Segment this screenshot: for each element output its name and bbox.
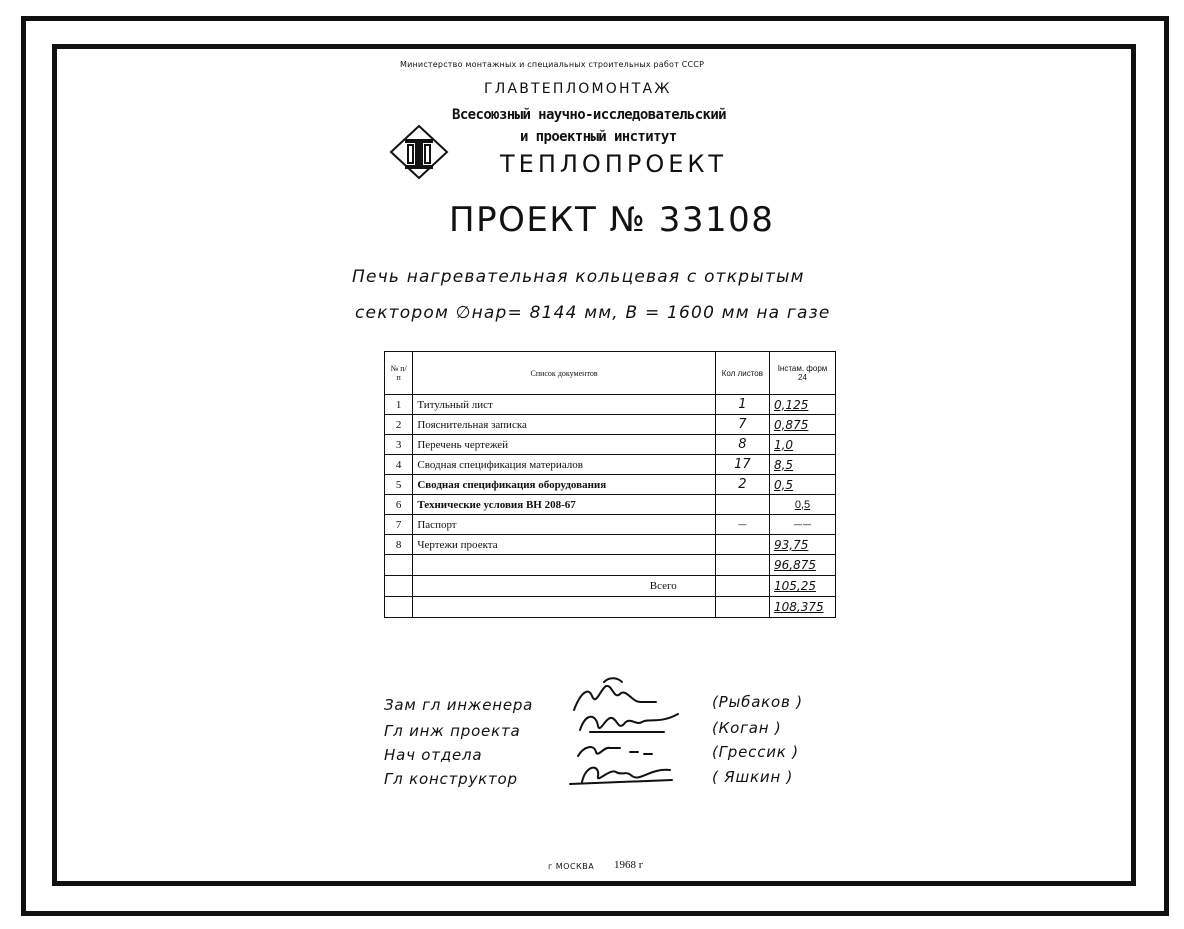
documents-table <box>384 351 836 618</box>
table-row <box>385 535 836 555</box>
row-count: 8 <box>715 435 769 455</box>
row-num: 8 <box>385 535 413 555</box>
row-num: 7 <box>385 515 413 535</box>
row-count <box>715 535 769 555</box>
row-name: Пояснительная записка <box>413 415 715 435</box>
row-num: 5 <box>385 475 413 495</box>
signatory-role: Нач отдела <box>384 746 483 764</box>
project-number: ПРОЕКТ № 33108 <box>449 200 775 240</box>
table-row <box>385 455 836 475</box>
row-sheets-corrected: 96,875 <box>769 555 835 576</box>
institute-name: ТЕПЛОПРОЕКТ <box>500 150 728 178</box>
row-name: Сводная спецификация материалов <box>413 455 715 475</box>
row-count: 2 <box>715 475 769 495</box>
row-sheets: —— <box>769 515 835 535</box>
table-row <box>385 576 836 597</box>
total-new-value: 108,375 <box>769 597 835 618</box>
row-name: Технические условия ВН 208-67 <box>413 495 715 515</box>
signatory-role: Зам гл инженера <box>384 696 534 714</box>
header-num: № п/п <box>385 352 413 395</box>
row-name: Чертежи проекта <box>413 535 715 555</box>
row-count: 7 <box>715 415 769 435</box>
total-label: Всего <box>413 576 715 597</box>
header-list: Список документов <box>413 352 715 395</box>
header-sheets: Iнстам. форм 24 <box>769 352 835 395</box>
handwritten-signatures-icon <box>560 672 690 792</box>
row-sheets: 1,0 <box>769 435 835 455</box>
table-row <box>385 555 836 576</box>
table-row <box>385 435 836 455</box>
table-row <box>385 515 836 535</box>
table-header-row <box>385 352 836 395</box>
project-title-line-2: сектором ∅нар= 8144 мм, В = 1600 мм на газе <box>355 303 831 323</box>
main-department: ГЛАВТЕПЛОМОНТАЖ <box>484 81 672 97</box>
total-old-value: 105,25 <box>769 576 835 597</box>
row-sheets: 0,5 <box>769 495 835 515</box>
table-row <box>385 597 836 618</box>
project-title-line-1: Печь нагревательная кольцевая с открытым <box>352 267 805 287</box>
signatory-name: (Грессик ) <box>712 743 799 761</box>
row-sheets: 0,875 <box>769 415 835 435</box>
row-name: Сводная спецификация оборудования <box>413 475 715 495</box>
signatory-role: Гл конструктор <box>384 770 518 788</box>
row-name: Перечень чертежей <box>413 435 715 455</box>
table-row <box>385 495 836 515</box>
institute-line-2: и проектный институт <box>520 129 677 145</box>
table-row <box>385 475 836 495</box>
footer-city: г МОСКВА <box>548 862 595 871</box>
row-num: 2 <box>385 415 413 435</box>
ministry-line: Министерство монтажных и специальных строительных работ СССР <box>400 60 705 69</box>
signatory-role: Гл инж проекта <box>384 722 521 740</box>
header-count: Кол листов <box>715 352 769 395</box>
footer-year: 1968 г <box>614 859 644 871</box>
row-count <box>715 495 769 515</box>
row-sheets: 0,125 <box>769 395 835 415</box>
row-count: 17 <box>715 455 769 475</box>
row-sheets-struck: 93,75 <box>769 535 835 555</box>
table-row <box>385 395 836 415</box>
signatory-name: (Рыбаков ) <box>712 693 803 711</box>
row-num: 4 <box>385 455 413 475</box>
institute-line-1: Всесоюзный научно-исследовательский <box>452 107 727 123</box>
row-count: 1 <box>715 395 769 415</box>
row-num: 3 <box>385 435 413 455</box>
signatory-name: (Коган ) <box>712 719 782 737</box>
row-num: 6 <box>385 495 413 515</box>
row-num: 1 <box>385 395 413 415</box>
row-name: Титульный лист <box>413 395 715 415</box>
institute-logo-icon <box>389 124 449 180</box>
table-row <box>385 415 836 435</box>
row-name: Паспорт <box>413 515 715 535</box>
signatory-name: ( Яшкин ) <box>712 768 794 786</box>
row-sheets: 0,5 <box>769 475 835 495</box>
row-sheets: 8,5 <box>769 455 835 475</box>
row-count: — <box>715 515 769 535</box>
